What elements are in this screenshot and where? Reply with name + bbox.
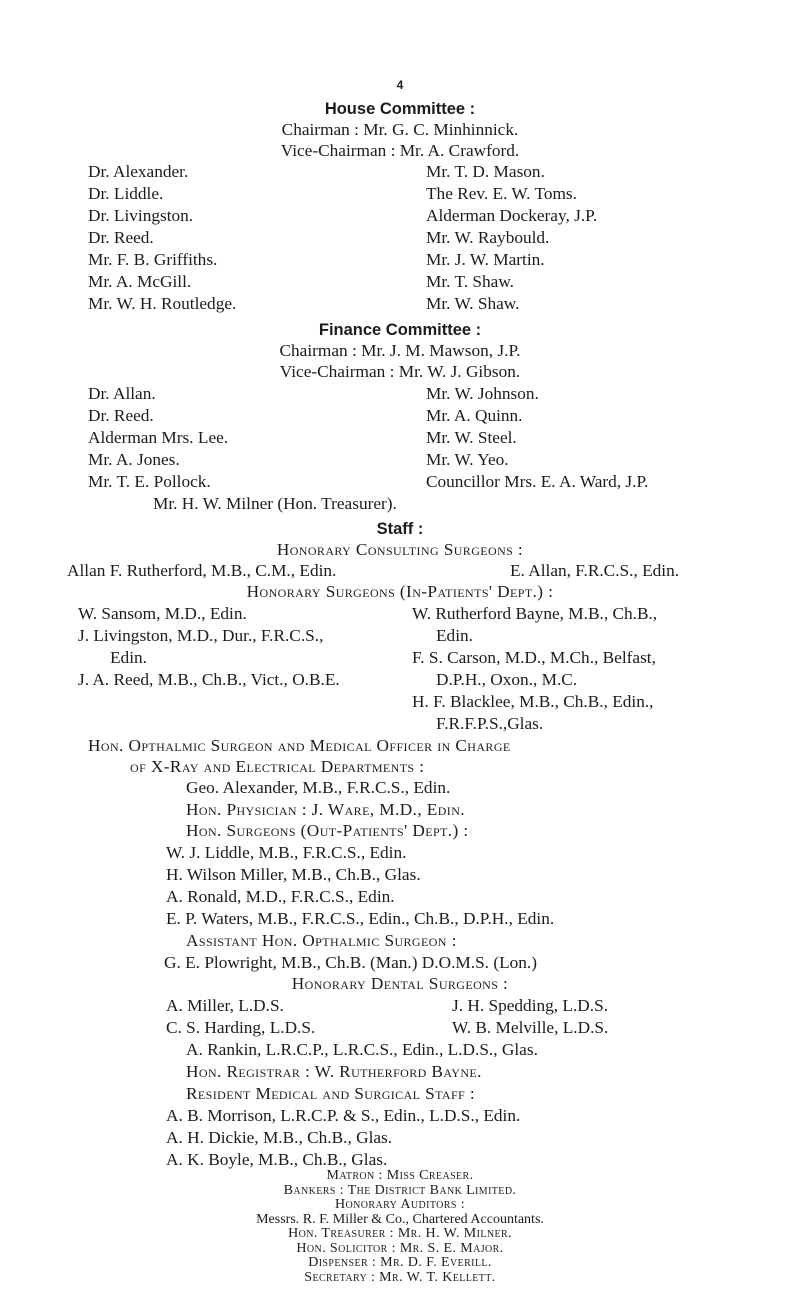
- asst-opthalmic-heading: Assistant Hon. Opthalmic Surgeon :: [186, 931, 457, 950]
- finance-member-right: Mr. W. Yeo.: [426, 450, 509, 469]
- outpatient-surgeon: A. Ronald, M.D., F.R.C.S., Edin.: [166, 887, 395, 906]
- inpatient-surgeon-left: W. Sansom, M.D., Edin.: [78, 604, 247, 623]
- finance-committee-chairman: Chairman : Mr. J. M. Mawson, J.P.: [279, 341, 521, 360]
- hon-treasurer: Hon. Treasurer : Mr. H. W. Milner.: [288, 1226, 512, 1241]
- finance-member-left: Dr. Reed.: [88, 406, 154, 425]
- resident-staff-member: A. H. Dickie, M.B., Ch.B., Glas.: [166, 1128, 393, 1147]
- opthalmic-heading-cont: of X-Ray and Electrical Departments :: [130, 757, 425, 776]
- inpatient-surgeon-right: F.R.F.P.S.,Glas.: [436, 714, 544, 733]
- inpatient-surgeon-right: Edin.: [436, 626, 473, 645]
- finance-member-left: Dr. Allan.: [88, 384, 156, 403]
- house-member-left: Dr. Alexander.: [88, 162, 189, 181]
- house-member-right: Mr. J. W. Martin.: [426, 250, 545, 269]
- house-member-left: Dr. Liddle.: [88, 184, 164, 203]
- house-member-right: Alderman Dockeray, J.P.: [426, 206, 598, 225]
- house-member-right: Mr. T. Shaw.: [426, 272, 515, 291]
- house-member-right: Mr. W. Shaw.: [426, 294, 520, 313]
- house-member-left: Mr. F. B. Griffiths.: [88, 250, 218, 269]
- inpatient-surgeon-right: W. Rutherford Bayne, M.B., Ch.B.,: [412, 604, 658, 623]
- finance-member-right: Mr. A. Quinn.: [426, 406, 523, 425]
- house-member-left: Mr. A. McGill.: [88, 272, 192, 291]
- resident-staff-member: A. K. Boyle, M.B., Ch.B., Glas.: [166, 1150, 388, 1169]
- dental-surgeon-right: J. H. Spedding, L.D.S.: [452, 996, 609, 1015]
- dental-surgeon-right: W. B. Melville, L.D.S.: [452, 1018, 609, 1037]
- matron: Matron : Miss Creaser.: [326, 1168, 474, 1183]
- outpatient-surgeon: W. J. Liddle, M.B., F.R.C.S., Edin.: [166, 843, 407, 862]
- hon-registrar: Hon. Registrar : W. Rutherford Bayne.: [186, 1062, 482, 1081]
- asst-opthalmic-surgeon: G. E. Plowright, M.B., Ch.B. (Man.) D.O.M.S. (Lon.): [164, 953, 537, 972]
- dispenser: Dispenser : Mr. D. F. Everill.: [308, 1255, 492, 1270]
- inpatient-surgeon-right: F. S. Carson, M.D., M.Ch., Belfast,: [412, 648, 656, 667]
- finance-treasurer: Mr. H. W. Milner (Hon. Treasurer).: [153, 494, 397, 513]
- inpatient-surgeon-right: H. F. Blacklee, M.B., Ch.B., Edin.,: [412, 692, 654, 711]
- house-member-left: Dr. Reed.: [88, 228, 154, 247]
- finance-member-right: Mr. W. Johnson.: [426, 384, 539, 403]
- finance-member-right: Mr. W. Steel.: [426, 428, 517, 447]
- dental-surgeon-extra: A. Rankin, L.R.C.P., L.R.C.S., Edin., L.D.S., Glas.: [186, 1040, 538, 1059]
- outpatient-surgeons-heading: Hon. Surgeons (Out-Patients' Dept.) :: [186, 821, 469, 840]
- consulting-surgeon-right: E. Allan, F.R.C.S., Edin.: [510, 561, 680, 580]
- resident-staff-member: A. B. Morrison, L.R.C.P. & S., Edin., L.D.S., Edin.: [166, 1106, 521, 1125]
- hon-physician: Hon. Physician : J. Ware, M.D., Edin.: [186, 800, 465, 819]
- secretary: Secretary : Mr. W. T. Kellett.: [304, 1269, 496, 1285]
- consulting-surgeon-left: Allan F. Rutherford, M.B., C.M., Edin.: [67, 561, 337, 580]
- finance-member-left: Mr. A. Jones.: [88, 450, 180, 469]
- bankers: Bankers : The District Bank Limited.: [283, 1182, 517, 1198]
- auditors-heading: Honorary Auditors :: [335, 1197, 465, 1212]
- dental-surgeon-left: C. S. Harding, L.D.S.: [166, 1018, 316, 1037]
- inpatient-surgeon-left: J. A. Reed, M.B., Ch.B., Vict., O.B.E.: [78, 670, 340, 689]
- page-number: 4: [396, 78, 404, 92]
- finance-committee-heading: Finance Committee :: [318, 321, 482, 339]
- finance-committee-vice-chairman: Vice-Chairman : Mr. W. J. Gibson.: [279, 362, 521, 381]
- inpatient-surgeon-left: J. Livingston, M.D., Dur., F.R.C.S.,: [78, 626, 324, 645]
- dental-surgeons-heading: Honorary Dental Surgeons :: [291, 974, 509, 993]
- finance-member-left: Mr. T. E. Pollock.: [88, 472, 211, 491]
- house-member-right: Mr. T. D. Mason.: [426, 162, 545, 181]
- house-member-left: Dr. Livingston.: [88, 206, 194, 225]
- dental-surgeon-left: A. Miller, L.D.S.: [166, 996, 284, 1015]
- finance-member-right: Councillor Mrs. E. A. Ward, J.P.: [426, 472, 649, 491]
- house-committee-chairman: Chairman : Mr. G. C. Minhinnick.: [281, 120, 519, 139]
- opthalmic-surgeon: Geo. Alexander, M.B., F.R.C.S., Edin.: [186, 778, 451, 797]
- outpatient-surgeon: E. P. Waters, M.B., F.R.C.S., Edin., Ch.B., D.P.H., Edin.: [166, 909, 555, 928]
- auditors: Messrs. R. F. Miller & Co., Chartered Accountants.: [256, 1211, 544, 1227]
- inpatient-surgeon-left: Edin.: [110, 648, 147, 667]
- staff-heading: Staff :: [376, 520, 424, 538]
- house-committee-heading: House Committee :: [324, 100, 476, 118]
- house-member-left: Mr. W. H. Routledge.: [88, 294, 237, 313]
- outpatient-surgeon: H. Wilson Miller, M.B., Ch.B., Glas.: [166, 865, 421, 884]
- house-committee-vice-chairman: Vice-Chairman : Mr. A. Crawford.: [280, 141, 520, 160]
- inpatient-surgeon-right: D.P.H., Oxon., M.C.: [436, 670, 578, 689]
- inpatient-surgeons-heading: Honorary Surgeons (In-Patients' Dept.) :: [246, 582, 554, 601]
- house-member-right: The Rev. E. W. Toms.: [426, 184, 577, 203]
- consulting-surgeons-heading: Honorary Consulting Surgeons :: [276, 540, 524, 559]
- hon-solicitor: Hon. Solicitor : Mr. S. E. Major.: [296, 1240, 504, 1256]
- resident-staff-heading: Resident Medical and Surgical Staff :: [186, 1084, 476, 1103]
- house-member-right: Mr. W. Raybould.: [426, 228, 550, 247]
- opthalmic-heading: Hon. Opthalmic Surgeon and Medical Officer in Charge: [88, 736, 511, 755]
- finance-member-left: Alderman Mrs. Lee.: [88, 428, 229, 447]
